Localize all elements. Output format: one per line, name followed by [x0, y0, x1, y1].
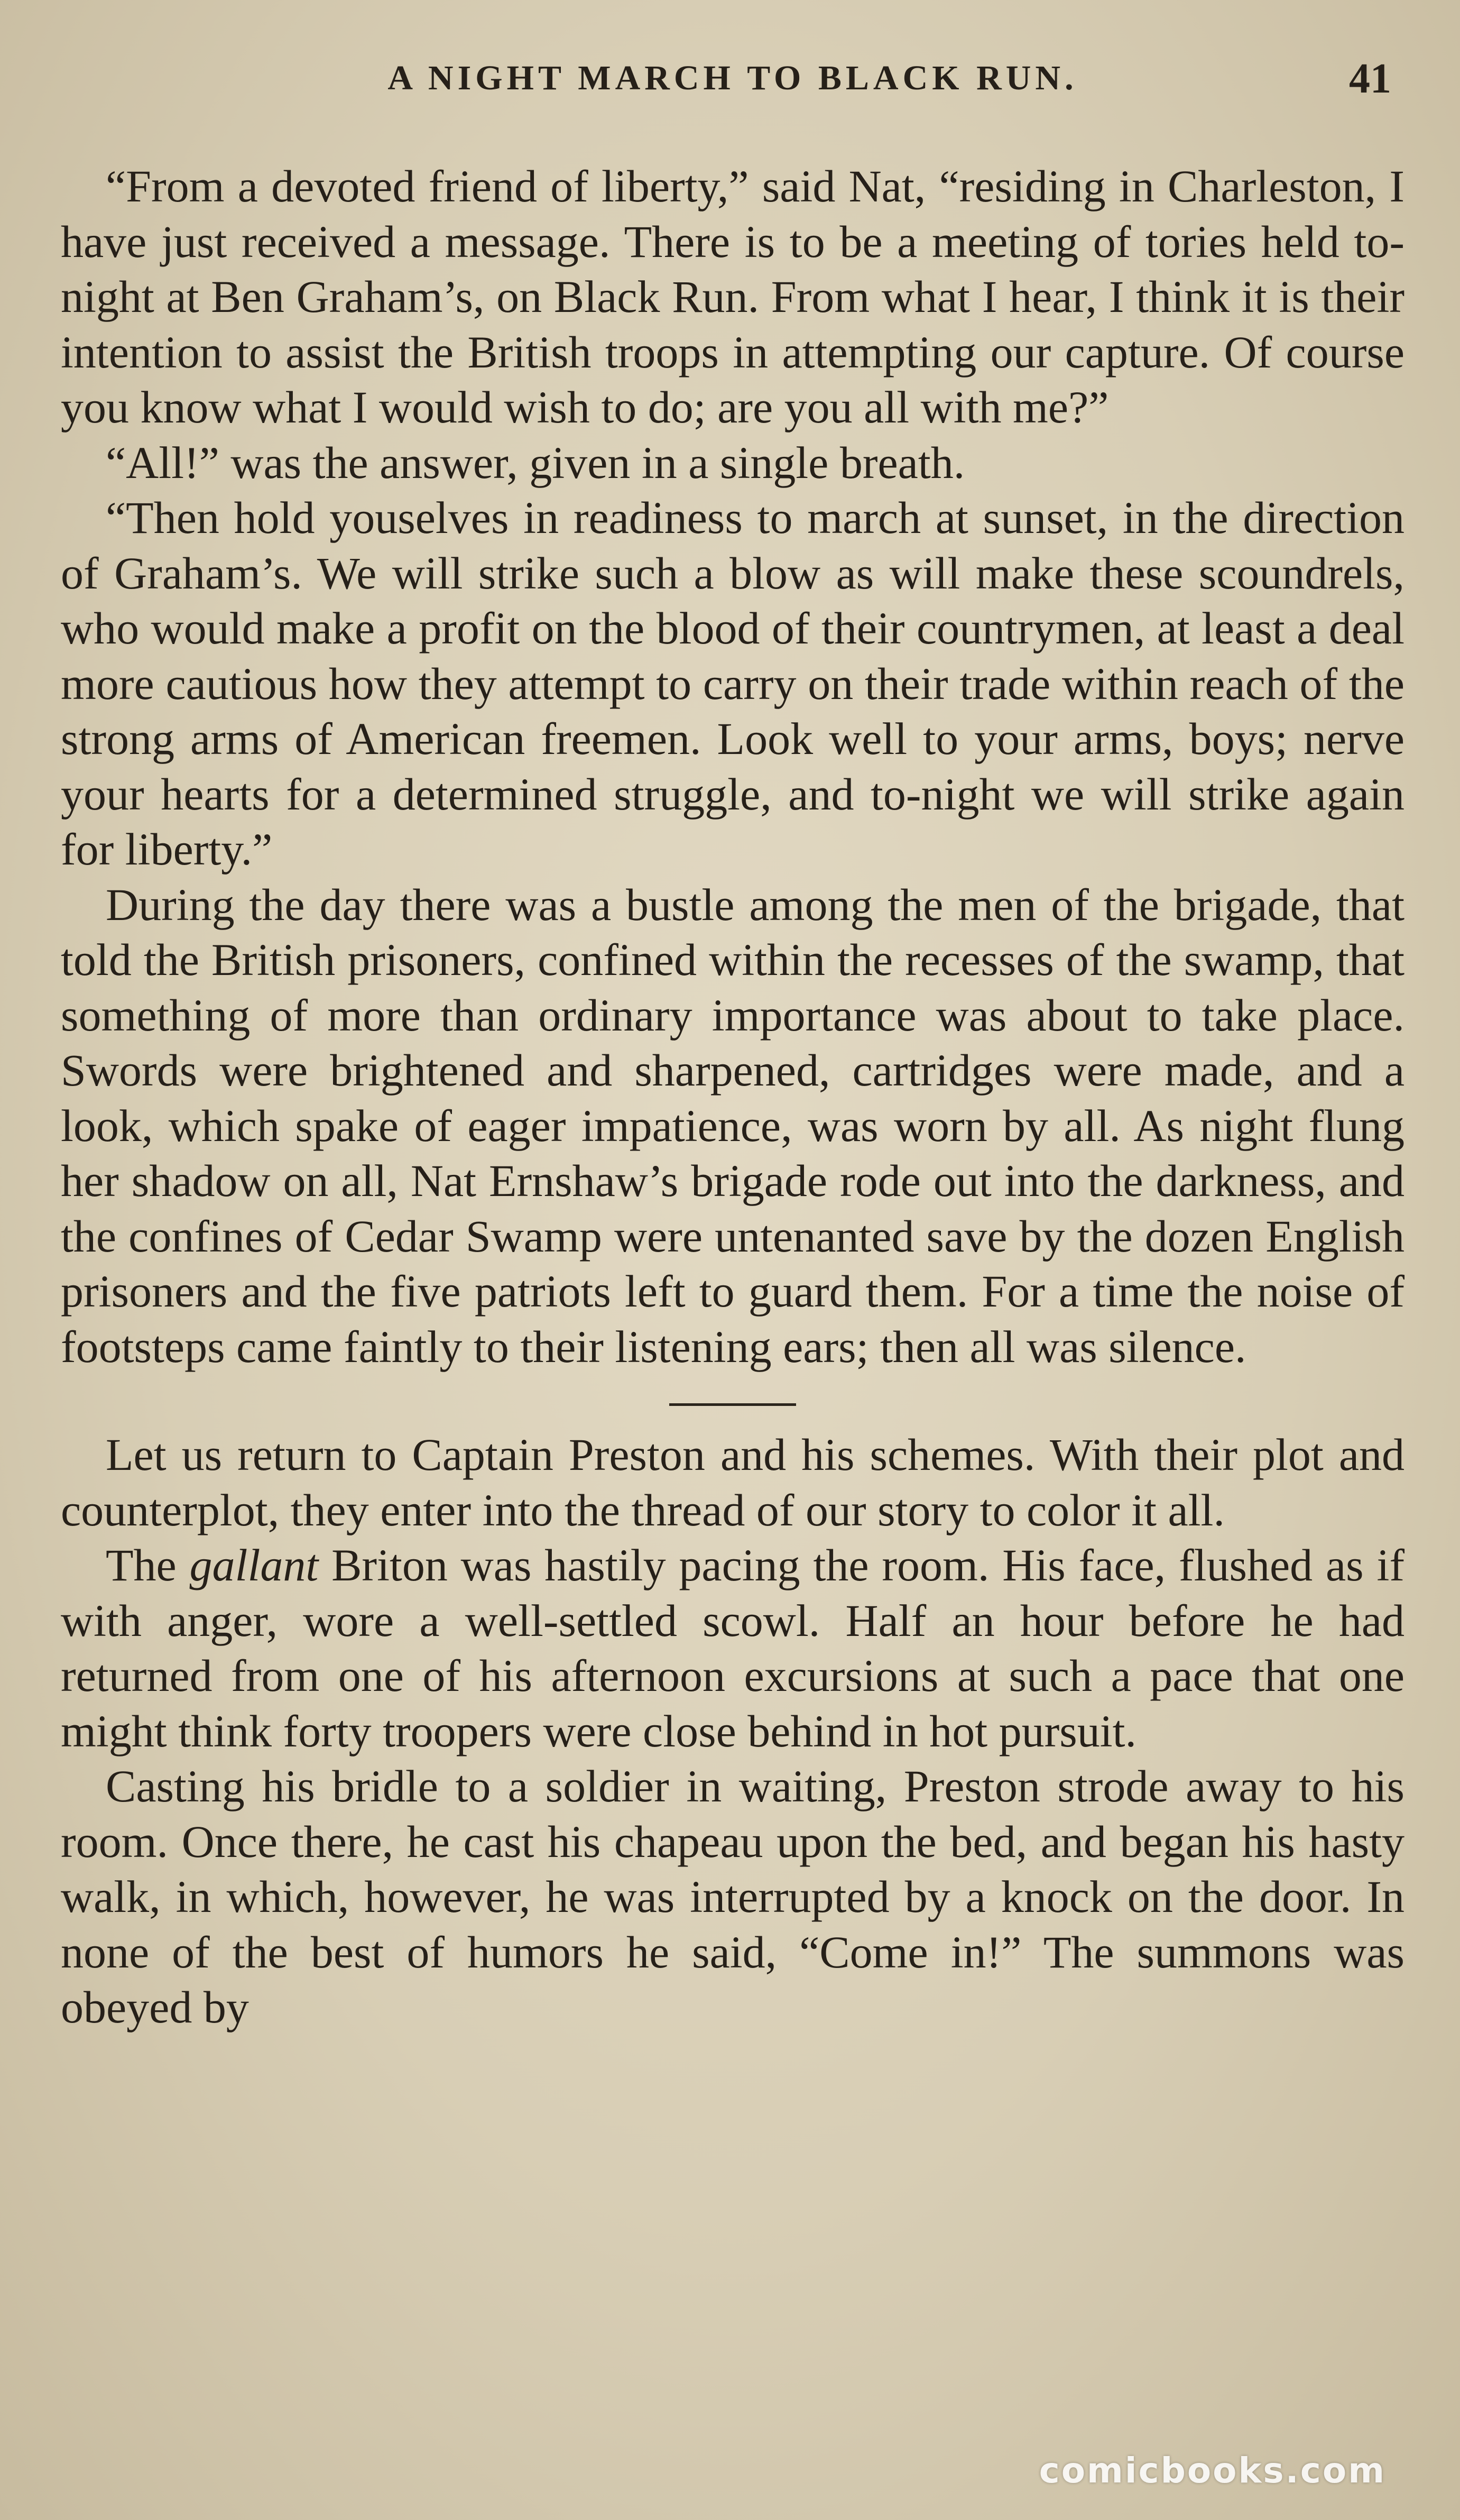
section-divider — [669, 1403, 796, 1406]
paragraph-7: Casting his bridle to a soldier in waiting, Preston strode away to his room. Once there, he cast his chapeau upon the bed, and began his hasty walk, in which, however, he was interrupted by a knock on the door. In none of the best of humors he said, “Come in!” The summons was obeyed by — [61, 1761, 1404, 2032]
chapter-title: A NIGHT MARCH TO BLACK RUN. — [387, 59, 1078, 97]
paragraph-6 — [61, 1538, 1404, 1759]
watermark-text: comicbooks.com — [1039, 2450, 1386, 2491]
paragraph-3: “Then hold youselves in readiness to march at sunset, in the direction of Graham’s. We will strike such a blow as will make these scoundrels, who would make a profit on the blood of their countrymen, at least a deal more cautious how they attempt to carry on their trade within reach of the strong arms of American freemen. Look well to your arms, boys; nerve your hearts for a determined struggle, and to-night we will strike again for liberty.” — [61, 492, 1404, 875]
paragraph-6-start: The — [106, 1540, 190, 1590]
paragraph-2: “All!” was the answer, given in a single breath. — [106, 437, 965, 488]
running-head — [63, 58, 1402, 122]
paragraph-1: “From a devoted friend of liberty,” said Nat, “residing in Charleston, I have just received a message. There is to be a meeting of tories held to-night at Ben Graham’s, on Black Run. From what I hear, I think it is their intention to assist the British troops in attempting our capture. Of course you know what I would wish to do; are you all with me?” — [61, 161, 1404, 433]
paragraph-4: During the day there was a bustle among the men of the brigade, that told the British prisoners, confined within the recesses of the swamp, that something of more than ordinary importance was about to take place. Swords were brightened and sharpened, cartridges were made, and a look, which spake of eager impatience, was worn by all. As night flung her shadow on all, Nat Ernshaw’s brigade rode out into the darkness, and the confines of Cedar Swamp were untenanted save by the dozen English prisoners and the five patriots left to guard them. For a time the noise of footsteps came faintly to their listening ears; then all was silence. — [61, 879, 1404, 1372]
page-number: 41 — [1349, 56, 1391, 102]
italic-word: gallant — [189, 1540, 319, 1590]
paragraph-6-rest: Briton was hastily pacing the room. His face, flushed as if with anger, wore a well-settled scowl. Half an hour before he had returned from one of his afternoon excursions at such a pace that one might think forty troopers were close behind in hot pursuit. — [61, 1540, 1405, 1756]
paragraph-5: Let us return to Captain Preston and his schemes. With their plot and counterplot, they enter into the thread of our story to color it all. — [61, 1429, 1404, 1535]
body-text — [61, 159, 1404, 2035]
